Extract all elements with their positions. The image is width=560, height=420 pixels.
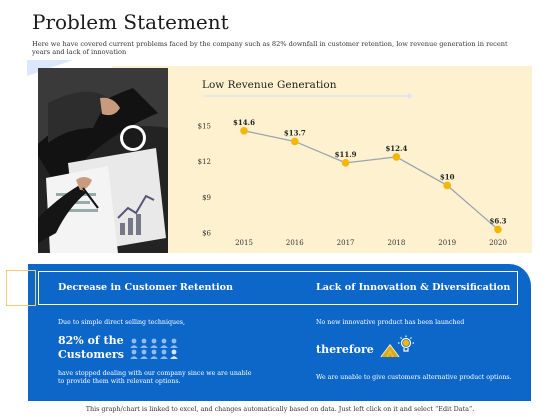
decorative-outline-box xyxy=(6,270,36,306)
x-tick-label: 2018 xyxy=(387,239,406,247)
innovation-note: We are unable to give customers alternative product options. xyxy=(316,374,512,381)
data-point xyxy=(291,138,299,146)
data-label: $6.3 xyxy=(489,216,507,226)
y-tick-label: $9 xyxy=(202,193,211,202)
retention-note: have stopped dealing with our company since we are unable to provide them with relevant options. xyxy=(58,370,252,385)
data-point xyxy=(443,182,451,190)
retention-intro: Due to simple direct selling techniques, xyxy=(58,319,186,326)
y-tick-label: $15 xyxy=(197,122,211,131)
x-tick-label: 2017 xyxy=(336,239,355,247)
data-label: $11.9 xyxy=(334,149,357,159)
title-arrow-icon xyxy=(408,93,413,99)
innovation-intro: No new innovative product has been launched xyxy=(316,319,465,326)
therefore-label: therefore xyxy=(316,343,374,356)
page-subtitle: Here we have covered current problems faced by the company such as 82% downfall in customer retention, low revenue generation in recent years and lack of innovation xyxy=(32,40,508,56)
retention-heading: Decrease in Customer Retention xyxy=(58,282,233,293)
data-point xyxy=(240,127,248,135)
x-tick-label: 2020 xyxy=(489,239,507,247)
lightbulb-tent-icon xyxy=(378,335,418,359)
x-tick-label: 2019 xyxy=(438,239,457,247)
data-label: $14.6 xyxy=(233,117,255,127)
people-group-icon xyxy=(129,338,184,360)
page-title: Problem Statement xyxy=(32,10,229,34)
x-tick-label: 2015 xyxy=(235,239,253,247)
retention-stat-line1: 82% of the xyxy=(58,334,124,347)
chart-title: Low Revenue Generation xyxy=(202,79,337,91)
data-label: $12.4 xyxy=(385,143,408,153)
data-point xyxy=(342,159,350,167)
footer-note: This graph/chart is linked to excel, and changes automatically based on data. Just left click on it and select “Edit Data”. xyxy=(85,405,475,413)
innovation-heading: Lack of Innovation & Diversification xyxy=(316,282,511,293)
data-point xyxy=(393,153,401,161)
y-tick-label: $6 xyxy=(202,229,211,238)
y-tick-label: $12 xyxy=(197,158,211,167)
x-tick-label: 2016 xyxy=(285,239,304,247)
series-line xyxy=(244,131,498,230)
data-label: $10 xyxy=(439,172,455,182)
data-point xyxy=(494,226,502,234)
data-label: $13.7 xyxy=(283,128,306,138)
retention-stat-line2: Customers xyxy=(58,348,124,361)
